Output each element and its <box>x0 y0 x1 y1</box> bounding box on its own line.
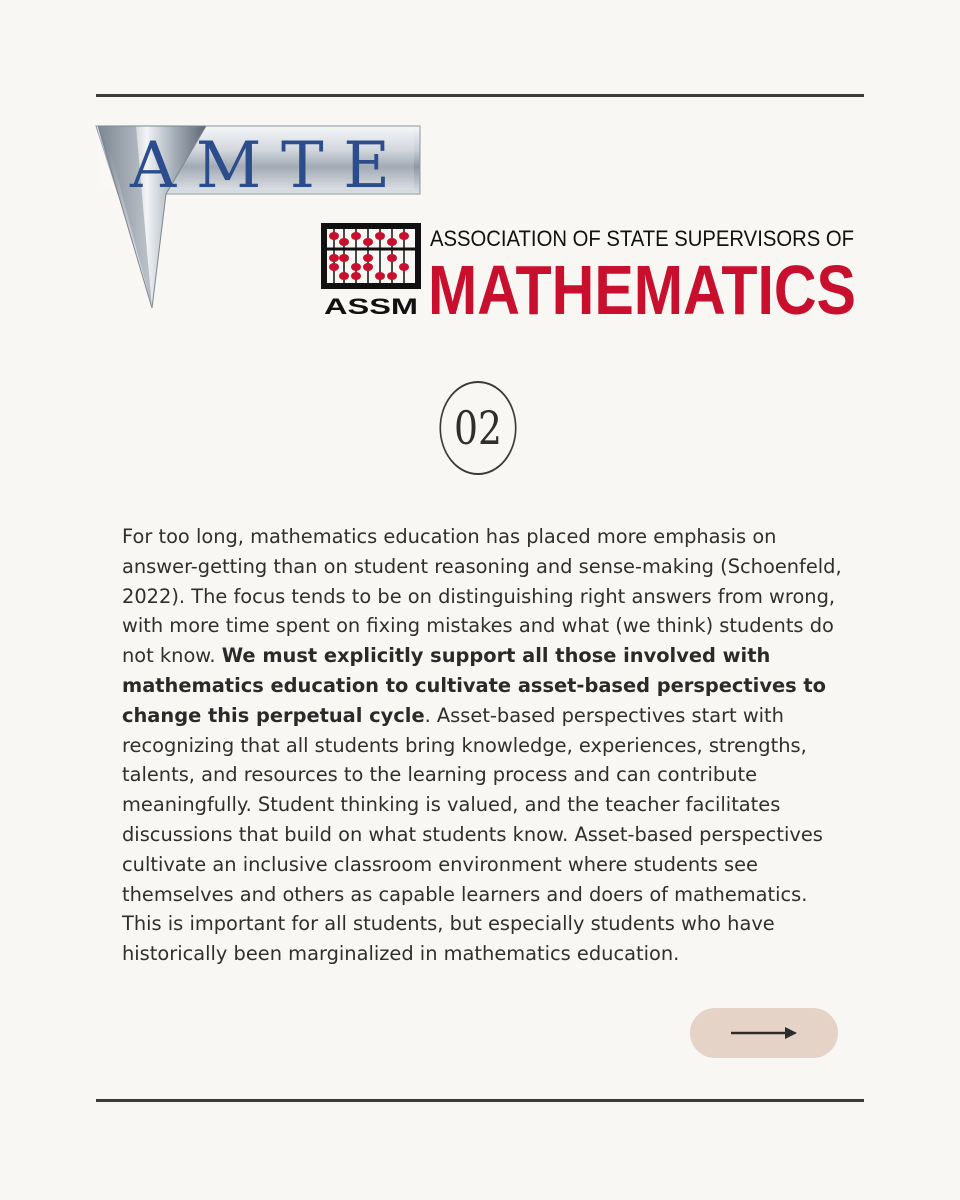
body-text-part-1: For too long, mathematics education has placed more emphasis on answer-getting than on student reasoning and sense-making (Schoenfeld, 2022). The focus tends to be on distinguishing right answers from wrong, with more time spent on fixing mistakes and what (we think) students do not know. <box>122 525 842 668</box>
slide-number-badge <box>439 381 516 475</box>
arrow-right-icon <box>729 1025 799 1041</box>
assm-tagline: ASSOCIATION OF STATE SUPERVISORS OF <box>430 226 854 251</box>
bottom-divider <box>96 1099 864 1102</box>
body-paragraph <box>122 522 842 969</box>
next-button[interactable] <box>690 1008 838 1058</box>
body-text-emphasis: We must explicitly support all those involved with mathematics education to cultivate asset-based perspectives to change this perpetual cycle <box>122 644 826 727</box>
assm-logo <box>322 222 862 329</box>
slide-number: 02 <box>453 401 502 455</box>
body-text-part-2: . Asset-based perspectives start with recognizing that all students bring knowledge, experiences, strengths, talents, and resources to the learning process and can contribute meaningfully. Student thinking is valued, and the teacher facilitates discussions that build on what students know. Asset-based perspectives cultivate an inclusive classroom environment where students see themselves and others as capable learners and doers of mathematics. This is important for all students, but especially students who have historically been marginalized in mathematics education. <box>122 703 823 966</box>
abacus-icon <box>327 229 415 283</box>
top-divider <box>96 94 864 97</box>
amte-text: AMTE <box>130 129 390 203</box>
assm-abbr: ASSM <box>324 294 418 319</box>
assm-wordmark: MATHEMATICS <box>428 251 856 329</box>
